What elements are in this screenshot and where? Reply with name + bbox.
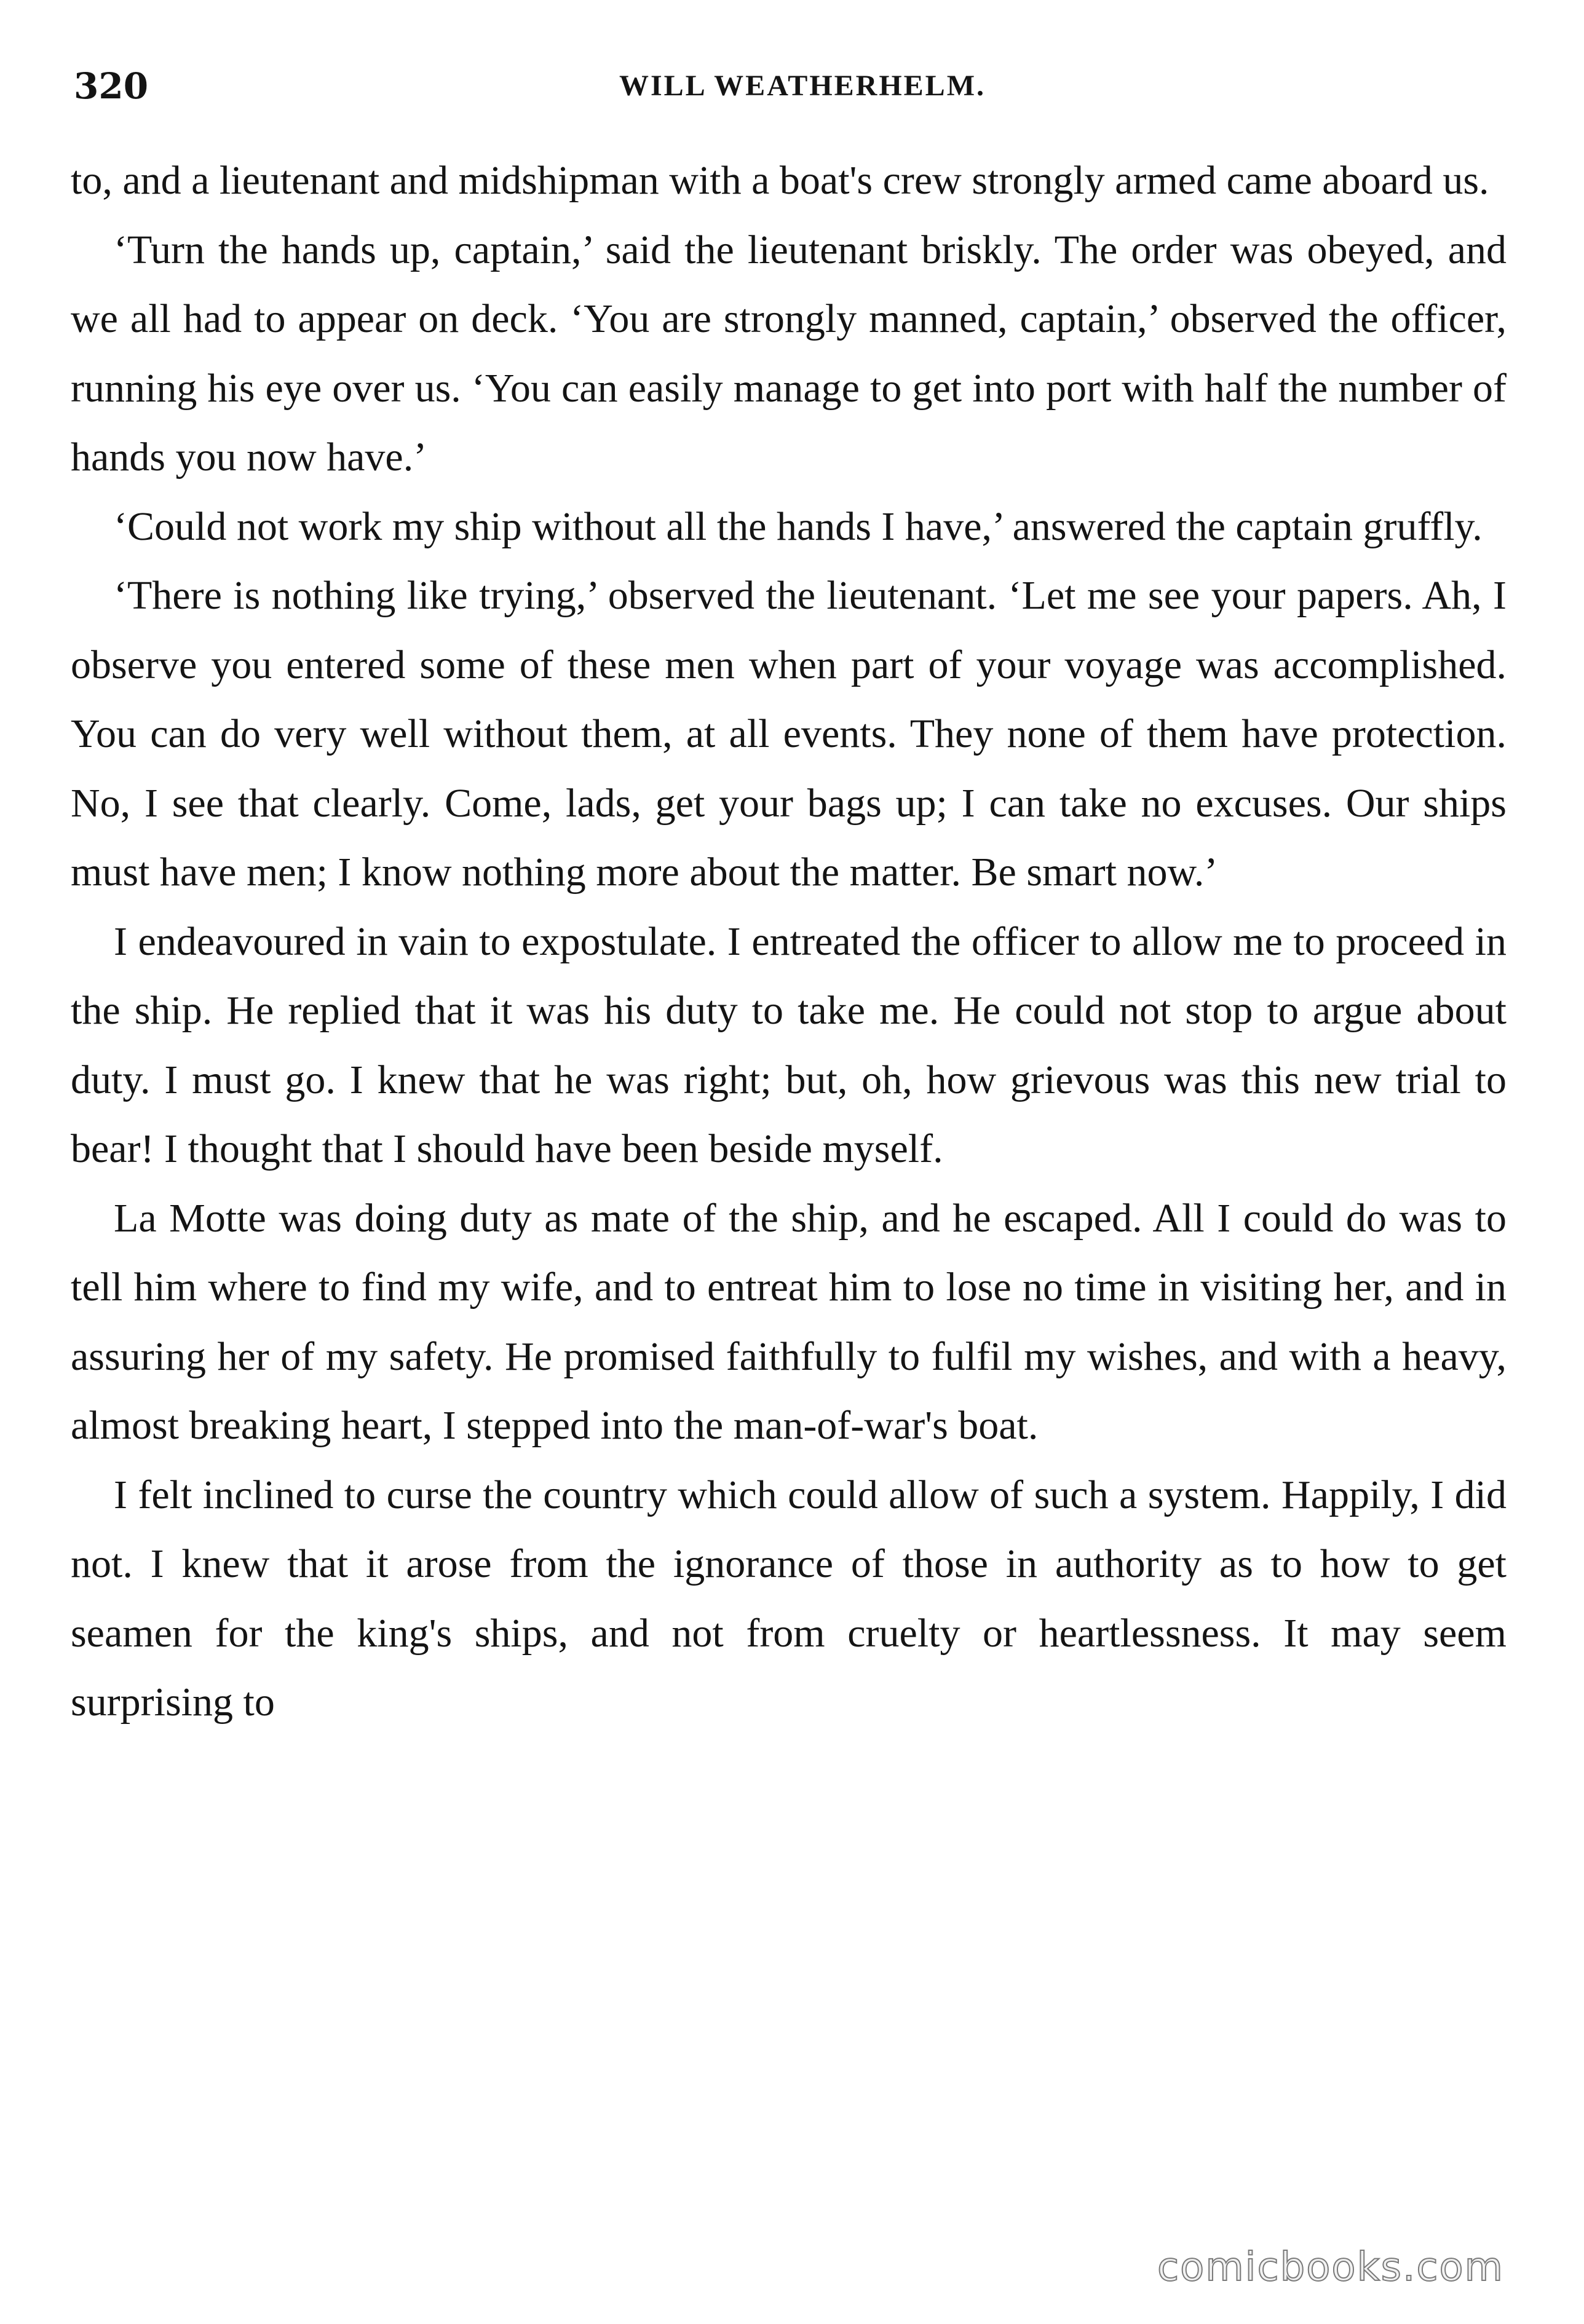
body-text — [71, 146, 1507, 1737]
page-header — [74, 58, 1507, 114]
watermark: comicbooks.com — [1157, 2245, 1504, 2290]
running-title: WILL WEATHERHELM. — [619, 69, 986, 102]
page-number: 320 — [74, 65, 149, 107]
paragraph-dialogue-lieutenant: ‘Turn the hands up, captain,’ said the lieutenant briskly. The order was obeyed, and we all had to appear on deck. ‘You are strongly manned, captain,’ observed the officer, running his eye over us. ‘You can easily manage to get into port with half the number of hands you now have.’ — [71, 227, 1507, 480]
paragraph-continued: to, and a lieutenant and midshipman with a boat's crew strongly armed came aboard us. — [71, 158, 1489, 203]
paragraph-system: I felt inclined to curse the country which could allow of such a system. Happily, I did not. I knew that it arose from the ignorance of those in authority as to how to get seamen for the king's ships, and not from cruelty or heartlessness. It may seem surprising to — [71, 1472, 1507, 1725]
paragraph-expostulate: I endeavoured in vain to expostulate. I entreated the officer to allow me to proceed in the ship. He replied that it was his duty to take me. He could not stop to argue about duty. I must go. I knew that he was right; but, oh, how grievous was this new trial to bear! I thought that I should have been beside myself. — [71, 919, 1507, 1171]
paragraph-dialogue-papers: ‘There is nothing like trying,’ observed the lieutenant. ‘Let me see your papers. Ah, I observe you entered some of these men when part of your voyage was accomplished. You can do very well without them, at all events. They none of them have protection. No, I see that clearly. Come, lads, get your bags up; I can take no excuses. Our ships must have men; I know nothing more about the matter. Be smart now.’ — [71, 573, 1507, 895]
paragraph-dialogue-captain: ‘Could not work my ship without all the hands I have,’ answered the captain gruffly. — [114, 504, 1483, 549]
paragraph-la-motte: La Motte was doing duty as mate of the ship, and he escaped. All I could do was to tell him where to find my wife, and to entreat him to lose no time in visiting her, and in assuring her of my safety. He promised faithfully to fulfil my wishes, and with a heavy, almost breaking heart, I stepped into the man-of-war's boat. — [71, 1195, 1507, 1448]
